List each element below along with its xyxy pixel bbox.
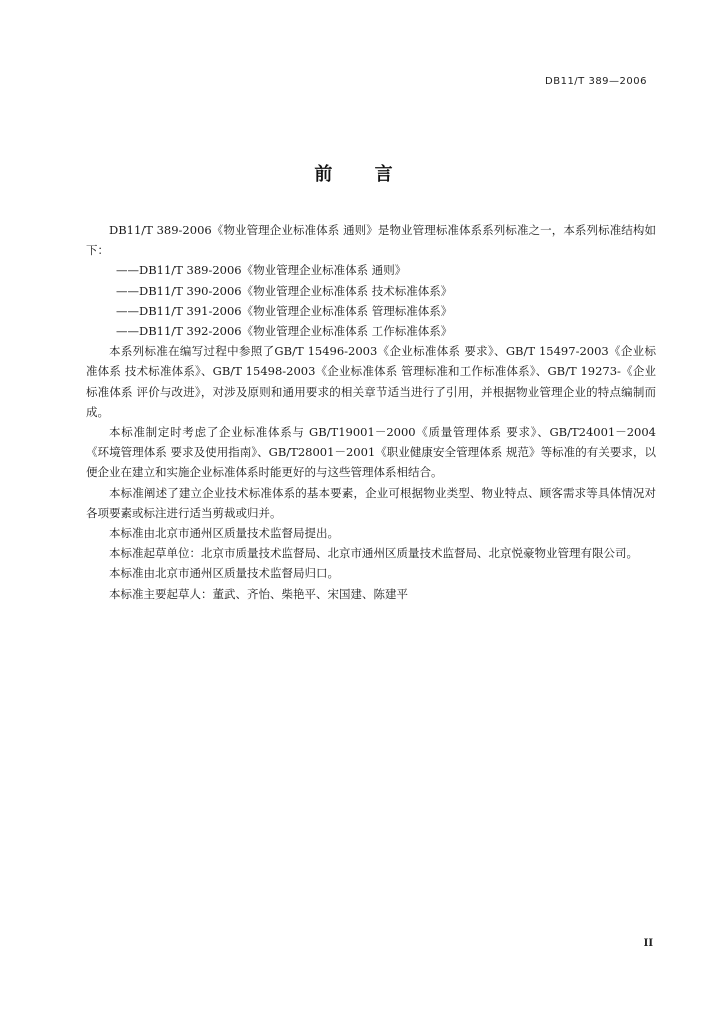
page-title: 前 言 — [314, 164, 411, 185]
consideration-paragraph: 本标准制定时考虑了企业标准体系与 GB/T19001－2000《质量管理体系 要求》、GB/T24001－2004《环境管理体系 要求及使用指南》、GB/T28001－2001《职业健康安全管理体系 规范》等标准的有关要求，以便企业在建立和实施企业标准体系时能更好的与这些管理体系相结合。 — [86, 425, 656, 480]
structure-item: ——DB11/T 390-2006《物业管理企业标准体系 技术标准体系》 — [116, 283, 453, 298]
page-number: II — [643, 938, 653, 949]
structure-item: ——DB11/T 389-2006《物业管理企业标准体系 通则》 — [116, 263, 407, 278]
reference-paragraph: 本系列标准在编写过程中参照了GB/T 15496-2003《企业标准体系 要求》、GB/T 15497-2003《企业标准体系 技术标准体系》、GB/T 15498-2003《企业标准体系 管理标准和工作标准体系》、GB/T 19273-《企业标准体系 评价与改进》，对涉及原则和通用要求的相关章节适当进行了引用，并根据物业管理企业的特点编制而成。 — [86, 344, 656, 419]
foreword-body — [86, 220, 656, 604]
administration-paragraph: 本标准由北京市通州区质量技术监督局归口。 — [109, 566, 339, 581]
drafters-paragraph: 本标准主要起草人：董武、齐怡、柴艳平、宋国建、陈建平 — [109, 586, 408, 601]
proposer-paragraph: 本标准由北京市通州区质量技术监督局提出。 — [109, 526, 339, 541]
intro-paragraph: DB11/T 389-2006《物业管理企业标准体系 通则》是物业管理标准体系系列标准之一，本系列标准结构如下： — [86, 223, 656, 258]
standard-code-header: DB11/T 389—2006 — [545, 76, 647, 87]
drafting-units-paragraph: 本标准起草单位：北京市质量技术监督局、北京市通州区质量技术监督局、北京悦豪物业管理有限公司。 — [109, 546, 638, 561]
structure-item: ——DB11/T 391-2006《物业管理企业标准体系 管理标准体系》 — [116, 303, 453, 318]
elements-paragraph: 本标准阐述了建立企业技术标准体系的基本要素，企业可根据物业类型、物业特点、顾客需求等具体情况对各项要素或标注进行适当剪裁或归并。 — [86, 485, 656, 520]
structure-item: ——DB11/T 392-2006《物业管理企业标准体系 工作标准体系》 — [116, 324, 453, 339]
